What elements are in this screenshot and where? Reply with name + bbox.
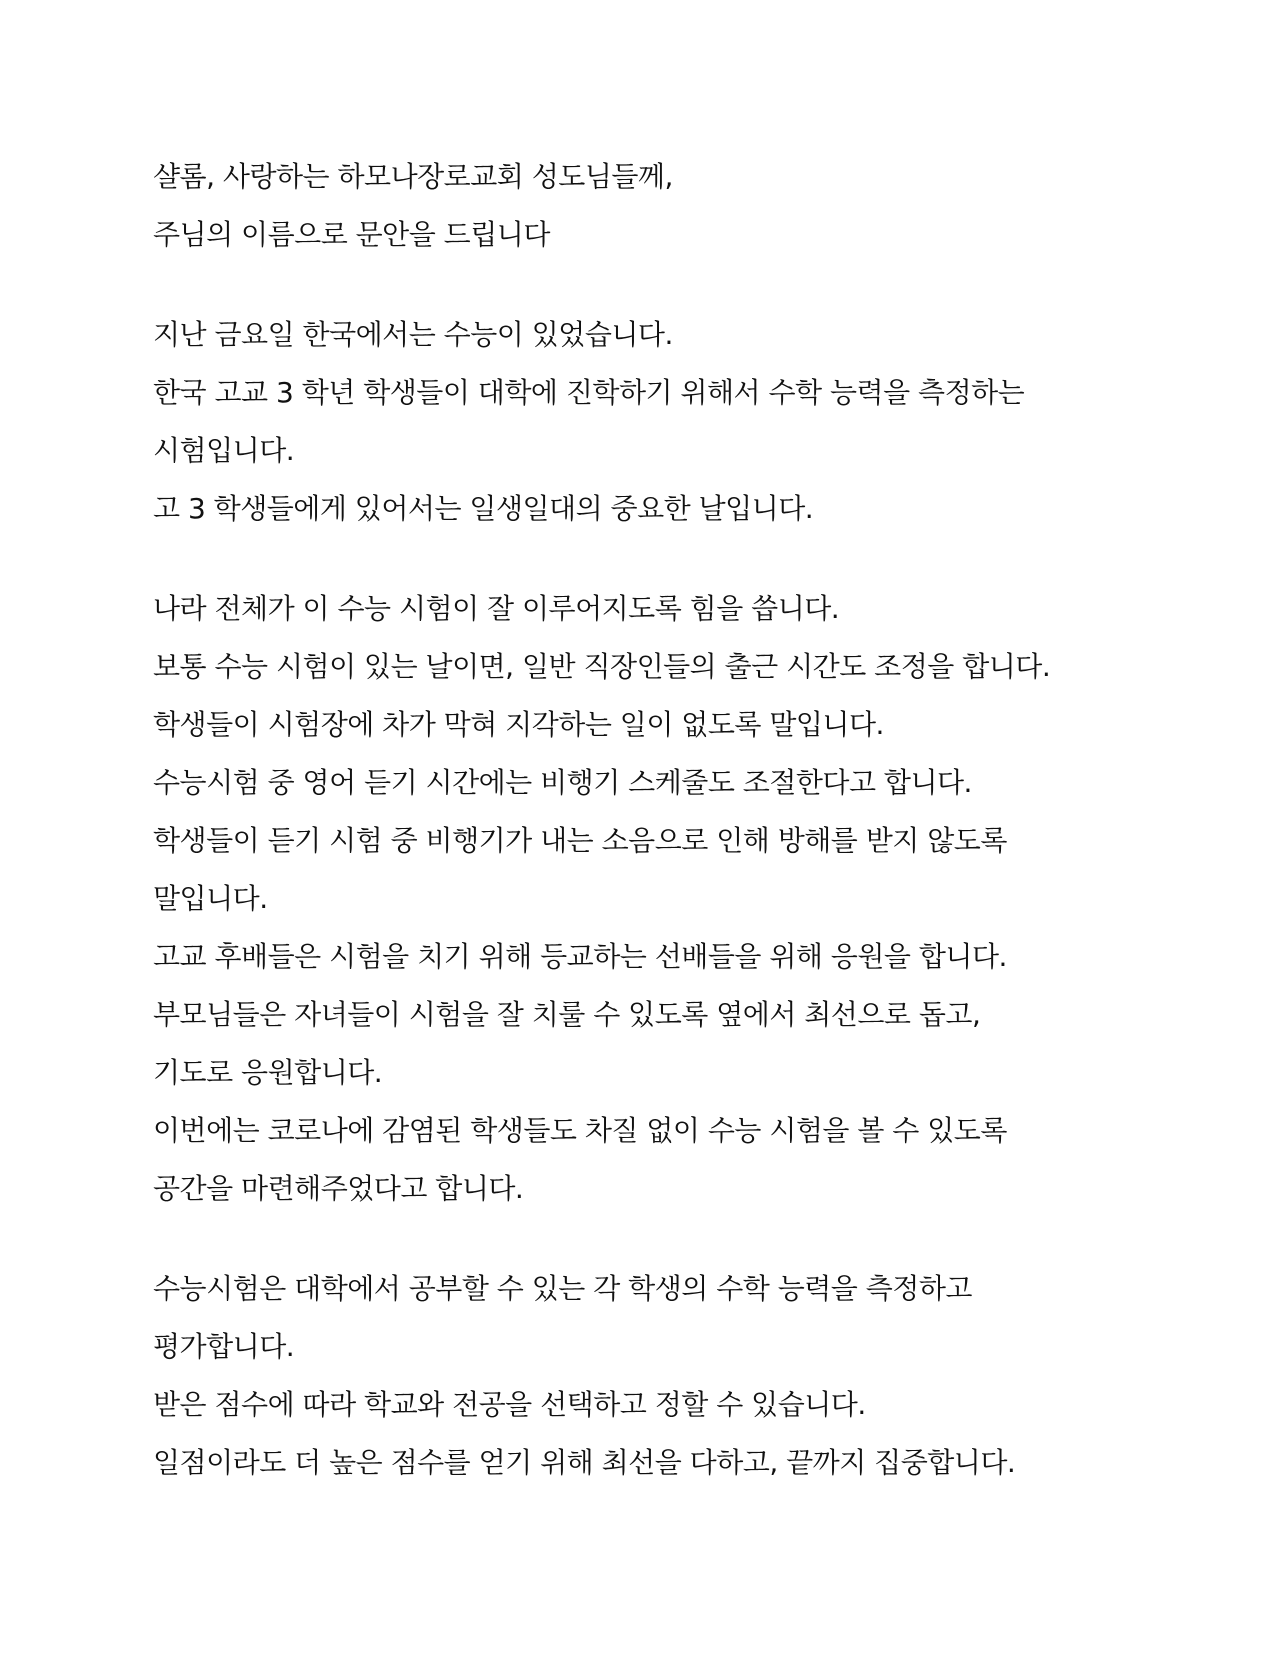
paragraph-1 bbox=[153, 306, 1153, 538]
paragraph-line: 지난 금요일 한국에서는 수능이 있었습니다. bbox=[153, 318, 673, 351]
paragraph-line: 이번에는 코로나에 감염된 학생들도 차질 없이 수능 시험을 볼 수 있도록 bbox=[153, 1114, 1007, 1147]
paragraph-line: 평가합니다. bbox=[153, 1330, 295, 1363]
paragraph-line: 일점이라도 더 높은 점수를 얻기 위해 최선을 다하고, 끝까지 집중합니다. bbox=[153, 1446, 1016, 1479]
paragraph-line: 보통 수능 시험이 있는 날이면, 일반 직장인들의 출근 시간도 조정을 합니다. bbox=[153, 650, 1051, 683]
greeting-line: 샬롬, 사랑하는 하모나장로교회 성도님들께, bbox=[153, 160, 673, 193]
paragraph-line: 받은 점수에 따라 학교와 전공을 선택하고 정할 수 있습니다. bbox=[153, 1388, 866, 1421]
greeting bbox=[153, 148, 1153, 264]
paragraph-line: 수능시험 중 영어 듣기 시간에는 비행기 스케줄도 조절한다고 합니다. bbox=[153, 766, 972, 799]
paragraph-2 bbox=[153, 580, 1153, 1218]
paragraph-line: 고 3 학생들에게 있어서는 일생일대의 중요한 날입니다. bbox=[153, 492, 814, 525]
paragraph-line: 기도로 응원합니다. bbox=[153, 1056, 383, 1089]
paragraph-line: 부모님들은 자녀들이 시험을 잘 치룰 수 있도록 옆에서 최선으로 돕고, bbox=[153, 998, 981, 1031]
paragraph-line: 고교 후배들은 시험을 치기 위해 등교하는 선배들을 위해 응원을 합니다. bbox=[153, 940, 1007, 973]
paragraph-line: 한국 고교 3 학년 학생들이 대학에 진학하기 위해서 수학 능력을 측정하는 bbox=[153, 376, 1025, 409]
paragraph-gap bbox=[153, 538, 1153, 580]
paragraph-line: 나라 전체가 이 수능 시험이 잘 이루어지도록 힘을 씁니다. bbox=[153, 592, 840, 625]
paragraph-line: 공간을 마련해주었다고 합니다. bbox=[153, 1172, 524, 1205]
paragraph-line: 수능시험은 대학에서 공부할 수 있는 각 학생의 수학 능력을 측정하고 bbox=[153, 1272, 972, 1305]
paragraph-line: 시험입니다. bbox=[153, 434, 295, 467]
paragraph-3 bbox=[153, 1260, 1153, 1492]
paragraph-gap bbox=[153, 1218, 1153, 1260]
greeting-line: 주님의 이름으로 문안을 드립니다 bbox=[153, 218, 550, 251]
paragraph-line: 학생들이 시험장에 차가 막혀 지각하는 일이 없도록 말입니다. bbox=[153, 708, 884, 741]
paragraph-line: 말입니다. bbox=[153, 882, 268, 915]
paragraph-line: 학생들이 듣기 시험 중 비행기가 내는 소음으로 인해 방해를 받지 않도록 bbox=[153, 824, 1007, 857]
paragraph-gap bbox=[153, 264, 1153, 306]
letter-body bbox=[153, 148, 1153, 1492]
